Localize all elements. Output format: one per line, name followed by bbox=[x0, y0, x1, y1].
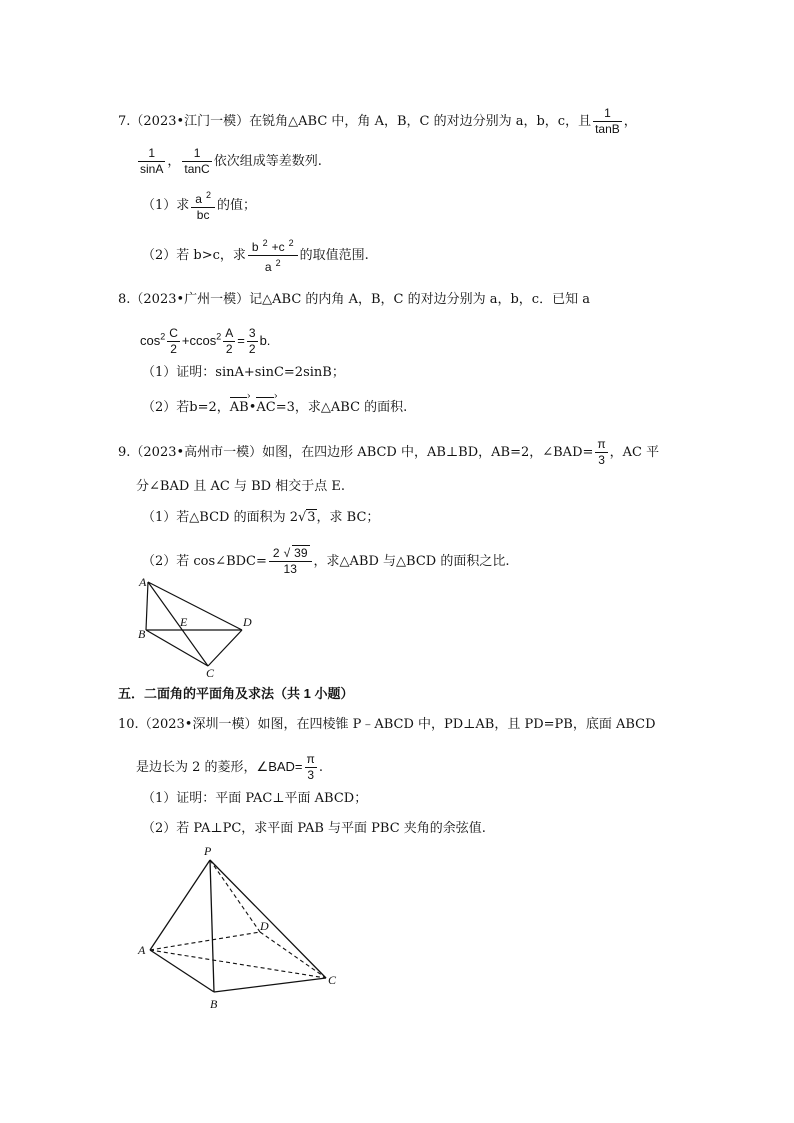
label-D: D bbox=[260, 919, 269, 933]
q8-equation: $\cos^2$ $\frac{C}{2}$ +ccos$^2$ $\frac{A}{2}$ = $\frac{3}{2}$ b. bbox=[140, 326, 271, 356]
edge-BC bbox=[214, 978, 326, 992]
q10-frac-pi-3: $\frac{\pi}{3}$ bbox=[306, 752, 315, 782]
label-B: B bbox=[138, 627, 146, 641]
sqrt-3: 3 bbox=[307, 510, 316, 525]
label-P: P bbox=[204, 844, 212, 858]
q9-source: （2023•高州市一模） bbox=[130, 445, 263, 460]
q9-line1: 9.（2023•高州市一模）如图，在四边形 ABCD 中，AB⊥BD，AB=2，∠BAD= $\frac{\pi}{3}$ ，AC 平 bbox=[118, 437, 660, 467]
segment-AB bbox=[146, 582, 148, 630]
vector-AB: AB › bbox=[230, 396, 249, 417]
q10-line2: 是边长为 2 的菱形，∠BAD= $\frac{\pi}{3}$ . bbox=[136, 752, 323, 782]
segment-AC bbox=[148, 582, 208, 666]
q10-pyramid-figure bbox=[130, 840, 350, 1020]
q7-part2: （2）若 b>c，求 $\frac{b ^2 +c ^2}{a ^2}$ 的取值范围. bbox=[142, 238, 369, 274]
segment-DC bbox=[208, 630, 242, 666]
q8-frac-3-2: $\frac{3}{2}$ bbox=[248, 326, 256, 356]
q7-line2: $\frac{1}{\sin A}$ ， $\frac{1}{\tan C}$ 依次组成等差数列. bbox=[140, 146, 322, 176]
label-C: C bbox=[206, 666, 215, 680]
label-A: A bbox=[138, 943, 146, 957]
q7-number: 7. bbox=[118, 114, 131, 129]
q8-frac-A2: $\frac{A}{2}$ bbox=[225, 326, 234, 356]
q7-frac-b2c2-a2: $\frac{b ^2 +c ^2}{a ^2}$ bbox=[248, 236, 298, 275]
q8-part1: （1）证明：sinA+sinC=2sinB； bbox=[142, 365, 345, 380]
q10-part1: （1）证明：平面 PAC⊥平面 ABCD； bbox=[142, 791, 368, 806]
label-E: E bbox=[180, 615, 188, 629]
q7-frac-tanB: $\frac{1}{\tan B}$ bbox=[595, 106, 620, 136]
q10-number: 10. bbox=[118, 717, 139, 732]
edge-AB bbox=[150, 950, 214, 992]
q8-number: 8. bbox=[118, 292, 131, 307]
q7-frac-a2-bc: $\frac{a ^2}{bc}$ bbox=[191, 188, 215, 223]
label-D: D bbox=[243, 615, 252, 629]
label-A: A bbox=[139, 575, 147, 589]
segment-BC bbox=[146, 630, 208, 666]
q8-frac-C2: $\frac{C}{2}$ bbox=[169, 326, 178, 356]
q7-frac-sinA: $\frac{1}{\sin A}$ bbox=[140, 146, 164, 176]
edge-PA bbox=[150, 860, 210, 950]
segment-AD bbox=[148, 582, 242, 630]
edge-PD bbox=[210, 860, 260, 932]
q9-frac-2sqrt39-13: $\frac{2 √ 39}{13}$ bbox=[269, 546, 312, 577]
q8-line1 bbox=[118, 291, 590, 309]
q9-number: 9. bbox=[118, 445, 131, 460]
section-5-heading: 五．二面角的平面角及求法（共 1 小题） bbox=[118, 686, 354, 701]
q9-part2: （2）若 cos∠BDC= $\frac{2 √ 39}{13}$ ，求△ABD 与△BCD 的面积之比. bbox=[142, 546, 510, 576]
edge-DC bbox=[260, 932, 326, 978]
q9-part1: （1）若△BCD 的面积为 2√3，求 BC； bbox=[142, 510, 380, 525]
q10-part2: （2）若 PA⊥PC，求平面 PAB 与平面 PBC 夹角的余弦值. bbox=[142, 821, 486, 836]
q8-source: （2023•广州一模） bbox=[130, 292, 250, 307]
q7-stem-a: 在锐角△ABC 中，角 A，B，C 的对边分别为 a，b，c，且 bbox=[249, 114, 592, 129]
q7-line1: 7.（2023•江门一模）在锐角△ABC 中，角 A，B，C 的对边分别为 a，b，c，且 $\frac{1}{\tan B}$ ， bbox=[118, 106, 637, 136]
edge-PB bbox=[210, 860, 214, 992]
q7-stem-b: 依次组成等差数列. bbox=[213, 154, 322, 169]
edge-AD bbox=[150, 932, 260, 950]
q8-stem: 记△ABC 的内角 A，B，C 的对边分别为 a，b，c．已知 a bbox=[249, 292, 590, 307]
q7-source: （2023•江门一模） bbox=[130, 114, 250, 129]
diagonal-AC bbox=[150, 950, 326, 978]
q8-part2: （2）若b=2，AB ›•AC ›=3，求△ABC 的面积. bbox=[142, 396, 407, 417]
q9-frac-pi-3: $\frac{\pi}{3}$ bbox=[597, 437, 606, 467]
vector-AC: AC › bbox=[256, 396, 275, 417]
q9-line2: 分∠BAD 且 AC 与 BD 相交于点 E. bbox=[136, 479, 345, 494]
q7-frac-tanC: $\frac{1}{\tan C}$ bbox=[184, 146, 210, 176]
q9-quadrilateral-figure bbox=[130, 570, 270, 680]
q10-source: （2023•深圳一模） bbox=[138, 717, 258, 732]
label-C: C bbox=[328, 973, 337, 987]
label-B: B bbox=[210, 997, 218, 1011]
q7-part1: （1）求 $\frac{a ^2}{bc}$ 的值； bbox=[142, 190, 256, 222]
q10-line1: 10.（2023•深圳一模）如图，在四棱锥 P﹣ABCD 中，PD⊥AB，且 PD=PB，底面 ABCD bbox=[118, 717, 656, 732]
